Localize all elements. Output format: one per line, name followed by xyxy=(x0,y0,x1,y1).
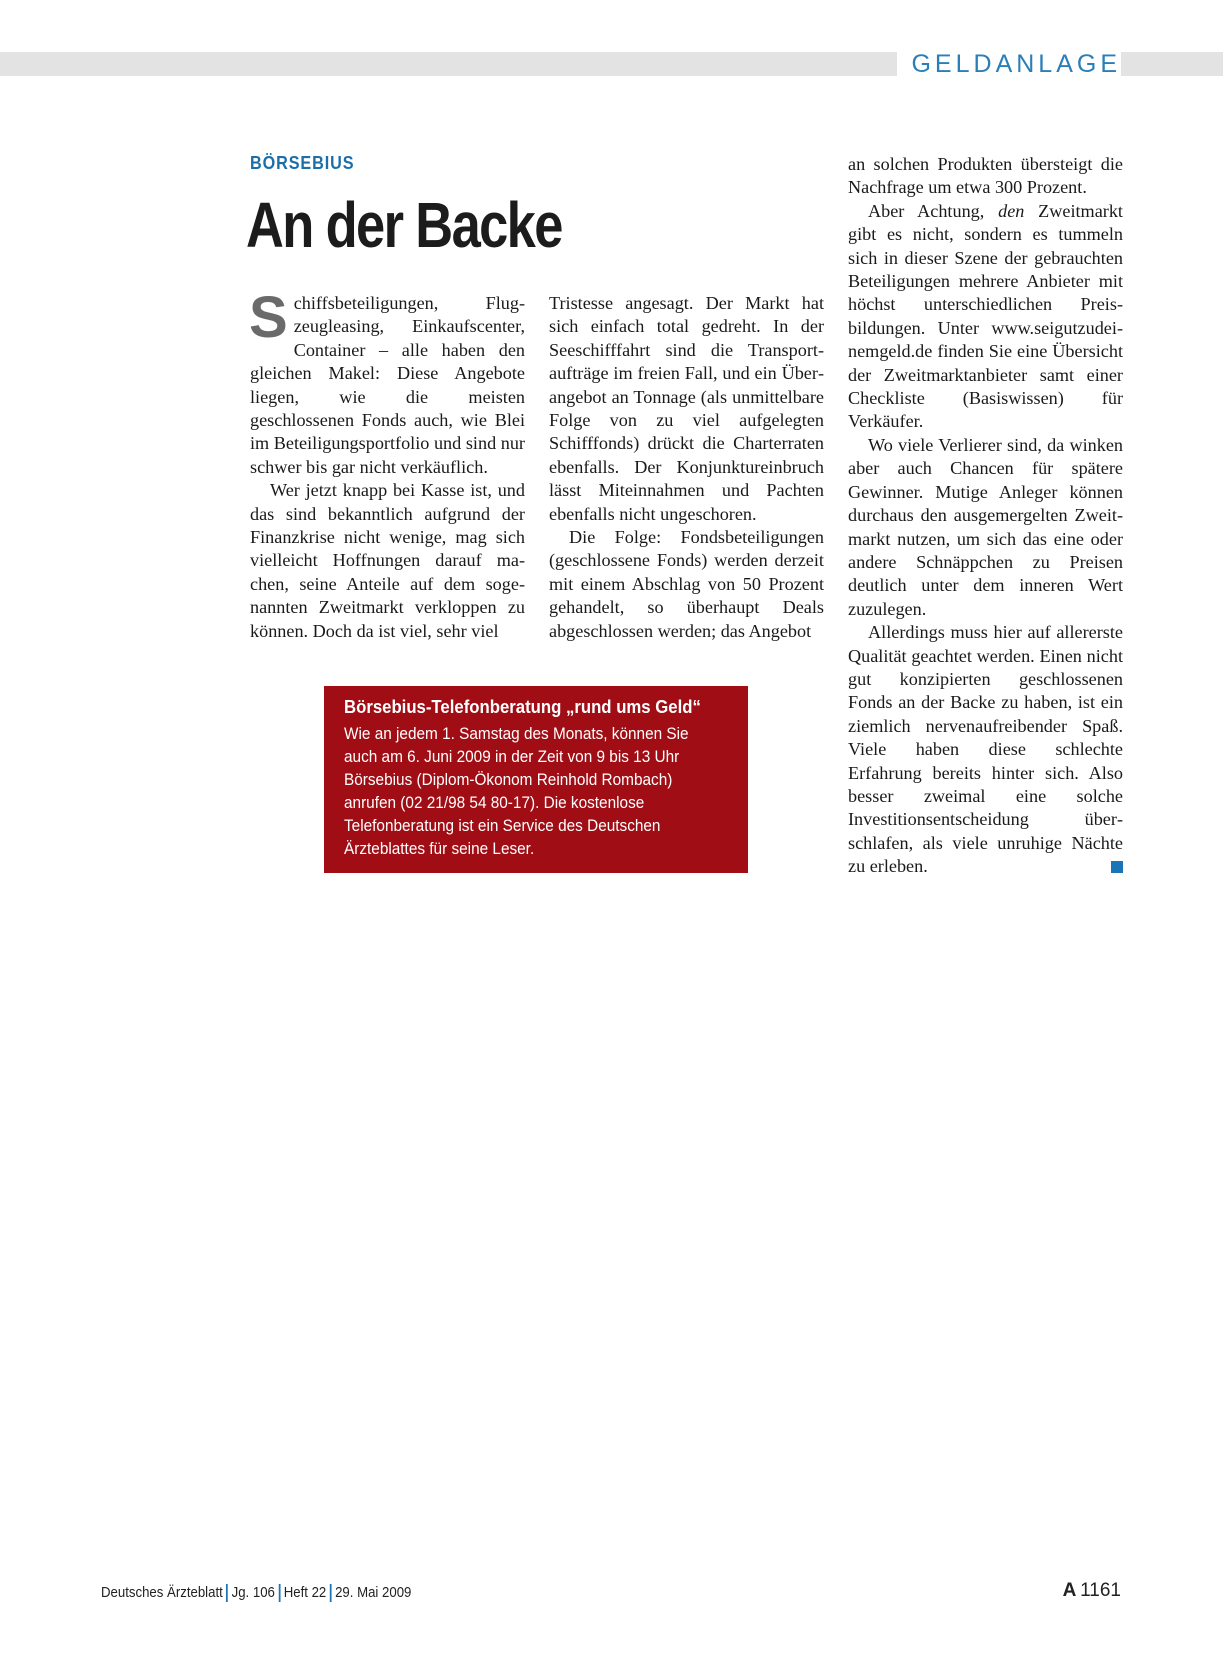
issue: Heft 22 xyxy=(283,1584,327,1601)
drop-cap: S xyxy=(249,285,288,350)
paragraph-text: Aber Achtung, xyxy=(868,200,999,221)
paragraph-text: chiffsbeteiligungen, Flugzeugleasing, Einkaufscenter, Container – alle haben den gleichen Makel: Diese Angebote liegen, wie die meisten geschlossenen Fonds auch, wie Blei im Beteiligungsportfolio und sind nur schwer bis gar nicht verkäuflich. xyxy=(250,293,525,477)
page-number xyxy=(1063,1580,1121,1602)
article-column-1 xyxy=(249,285,525,643)
paragraph xyxy=(848,621,1123,878)
section-label: GELDANLAGE xyxy=(897,48,1121,80)
article-column-2 xyxy=(549,292,824,643)
paragraph xyxy=(249,285,525,479)
article-headline: An der Backe xyxy=(246,189,562,261)
paragraph-text: Zweitmarkt gibt es nicht, sondern es tummeln sich in dieser Szene der gebrauchten Beteiligungen mehrere Anbieter mit höchst unterschiedlichen Preisbildungen. Unter www.seigutzudeinemgeld.de finden Sie eine Übersicht der Zweitmarktanbieter samt einer Checkliste (Basiswissen) für Verkäufer. xyxy=(848,200,1123,432)
paragraph: an solchen Produkten übersteigt die Nachfrage um etwa 300 Prozent. xyxy=(848,154,1123,198)
paragraph: Wer jetzt knapp bei Kasse ist, und das sind bekanntlich aufgrund der Finanzkrise nicht wenige, mag sich vielleicht Hoffnungen darauf machen, seine Anteile auf dem sogenannten Zweitmarkt verkloppen zu können. Doch da ist viel, sehr viel xyxy=(250,480,525,641)
paragraph: Tristesse angesagt. Der Markt hat sich einfach total gedreht. In der Seeschifffahrt sind die Transportaufträge im freien Fall, und ein Überangebot an Tonnage (als unmittelbare Folge von zu viel aufgelegten Schifffonds) drückt die Charterraten ebenfalls. Der Konjunktureinbruch lässt Miteinnahmen und Pachten ebenfalls nicht ungeschoren. xyxy=(549,293,824,524)
issue-date: 29. Mai 2009 xyxy=(335,1584,412,1601)
end-of-article-square-icon xyxy=(1111,861,1123,873)
separator xyxy=(330,1584,332,1602)
footer-citation xyxy=(101,1584,411,1602)
paragraph-text: Allerdings muss hier auf allererste Qualität geachtet werden. Einen nicht gut konzipierten geschlossenen Fonds an der Backe zu haben, ist ein ziemlich nervenaufreibender Spaß. Viele haben diese schlechte Erfahrung bereits hinter sich. Also besser zweimal eine solche Investitionsentscheidung überschlafen, als viele unruhige Nächte zu erleben. xyxy=(848,622,1123,877)
journal-name: Deutsches Ärzteblatt xyxy=(101,1584,223,1601)
page-number-value: 1161 xyxy=(1080,1580,1121,1601)
article-column-3 xyxy=(848,153,1123,879)
paragraph: Wo viele Verlierer sind, da winken aber auch Chancen für spätere Gewinner. Mutige Anleger können durchaus den ausgemergelten Zweitmarkt nutzen, um sich das eine oder andere Schnäppchen zu Preisen deutlich unter dem inneren Wert zuzulegen. xyxy=(848,434,1123,619)
volume: Jg. 106 xyxy=(231,1584,275,1601)
separator xyxy=(226,1584,228,1602)
article-kicker: BÖRSEBIUS xyxy=(250,153,355,173)
separator xyxy=(278,1584,280,1602)
info-box-title: Börsebius-Telefonberatung „rund ums Geld“ xyxy=(344,697,701,717)
info-box-body: Wie an jedem 1. Samstag des Monats, können Sie auch am 6. Juni 2009 in der Zeit von 9 bis 13 Uhr Börsebius (Diplom-Ökonom Reinhold Rombach) anrufen (02 21/98 54 80-17). Die kostenlose Telefonberatung ist ein Service des Deutschen Ärzteblattes für seine Leser. xyxy=(344,725,689,858)
emphasis-text: den xyxy=(998,200,1025,221)
paragraph: Die Folge: Fondsbeteiligungen (geschlossene Fonds) werden derzeit mit einem Abschlag von 50 Prozent gehandelt, so überhaupt Deals abgeschlossen werden; das Angebot xyxy=(549,527,824,641)
paragraph xyxy=(848,200,1123,434)
page-prefix: A xyxy=(1062,1580,1077,1601)
info-box xyxy=(324,686,748,873)
